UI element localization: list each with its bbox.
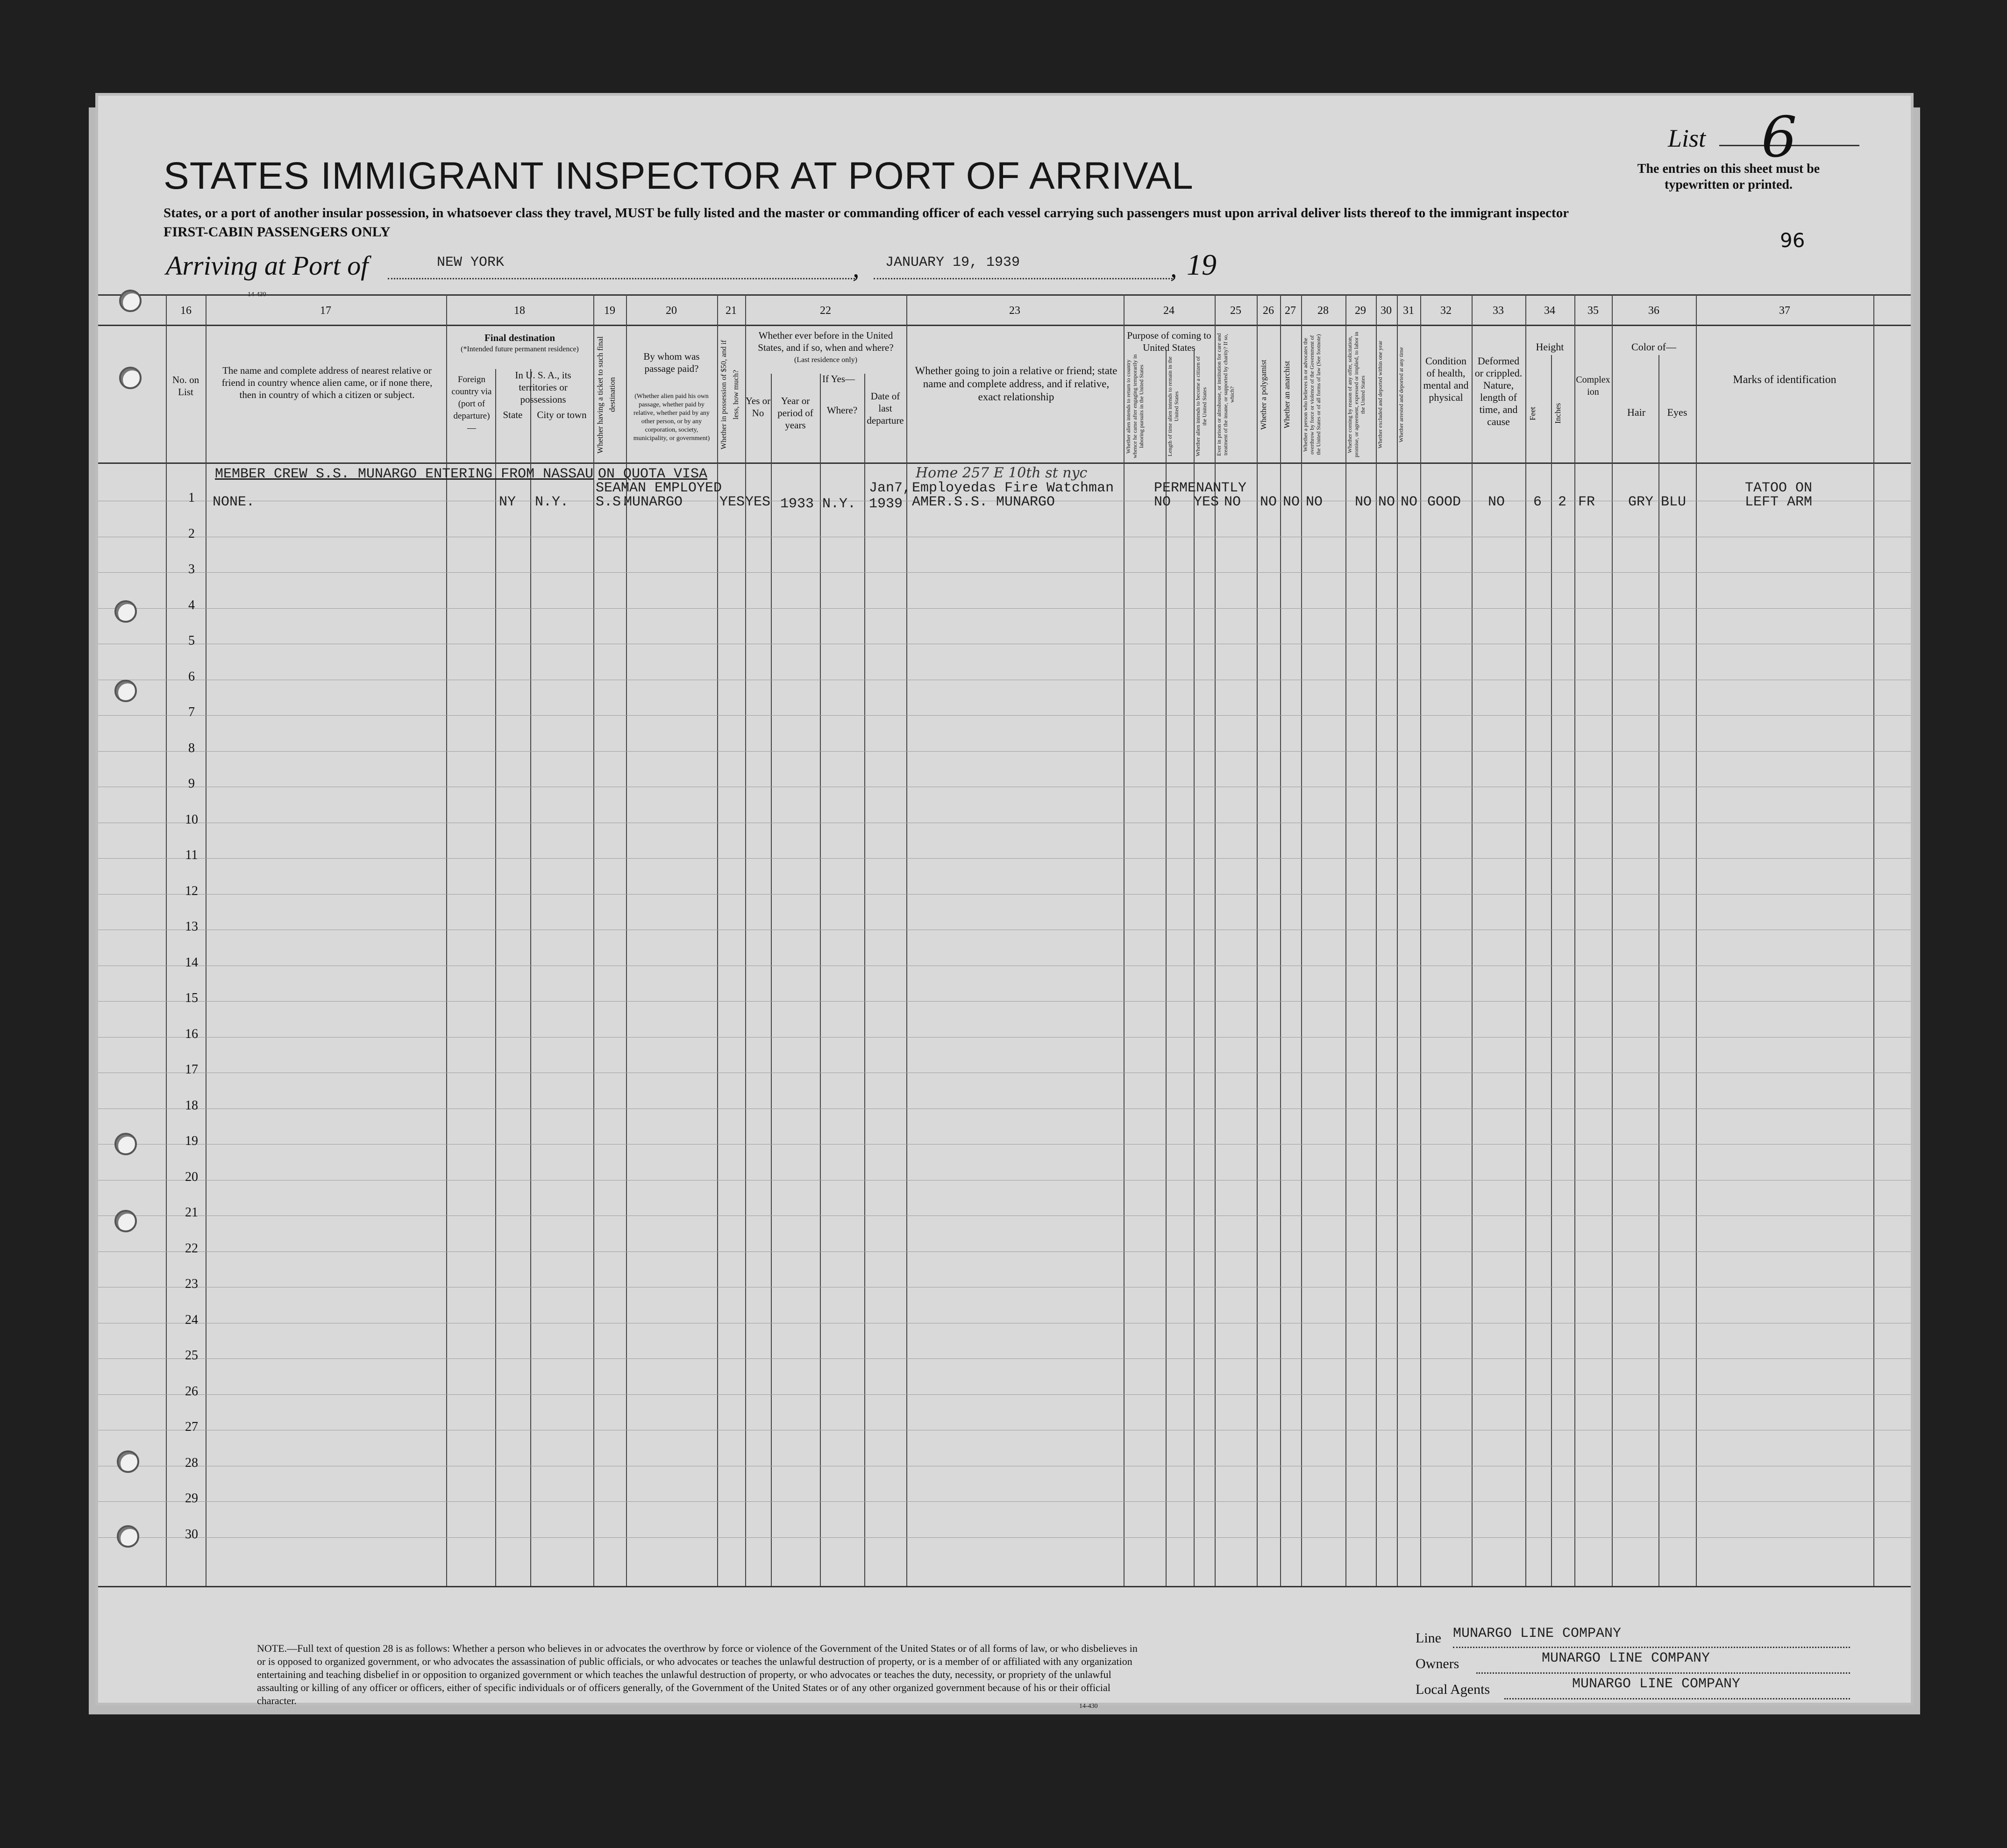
row-number: 26 <box>185 1384 198 1399</box>
header-state: State <box>503 409 523 420</box>
table-bottom-border <box>98 1586 1911 1587</box>
agents-underline <box>1504 1698 1850 1699</box>
entry-c31: NO <box>1401 494 1418 510</box>
entry-deformed: NO <box>1488 494 1505 510</box>
row-number: 20 <box>185 1169 198 1184</box>
header-in-usa: In U. S. A., its territories or possessions <box>515 370 571 405</box>
punch-hole <box>117 1450 139 1473</box>
arriving-label: Arriving at Port of <box>166 250 369 281</box>
entry-c27: NO <box>1283 494 1300 510</box>
entry-handwritten-address: Home 257 E 10th st nyc <box>916 465 1088 481</box>
header-bottom-border <box>98 462 1911 464</box>
comma: , <box>853 253 860 283</box>
row-number: 1 <box>188 490 195 505</box>
header-height: Height <box>1536 341 1564 353</box>
row-number: 7 <box>188 705 195 719</box>
column-number-border <box>98 325 1911 326</box>
col-number: 16 <box>180 305 192 317</box>
row-number: 27 <box>185 1420 198 1434</box>
table-row <box>98 751 1911 752</box>
col-number: 17 <box>320 305 331 317</box>
col-number: 20 <box>666 305 677 317</box>
manifest-sheet <box>98 96 1911 1710</box>
table-row <box>98 1501 1911 1502</box>
subtitle: States, or a port of another insular possession, in whatsoever class they travel, MUST be fully listed and the master or commanding officer of each vessel carrying such passengers must upon arrival deliver lists thereof to the immigrant inspector <box>164 206 1569 220</box>
entry-c30: NO <box>1378 494 1395 510</box>
table-row <box>98 608 1911 609</box>
entry-paid-by: MUNARGO <box>624 494 683 510</box>
row-number: 2 <box>188 526 195 541</box>
header-hair: Hair <box>1627 406 1646 418</box>
header-anarchist: Whether an anarchist <box>1282 361 1291 429</box>
col-divider <box>593 294 594 1586</box>
table-row <box>98 894 1911 895</box>
col-divider <box>1301 294 1302 1586</box>
entry-banner: MEMBER CREW S.S. MUNARGO ENTERING FROM NASSAU <box>215 466 594 482</box>
header-marks: Marks of identification <box>1733 374 1836 386</box>
entry-seaman: SEAMAN EMPLOYED <box>596 480 722 496</box>
header-deformed: Deformed or crippled. Nature, length of time, and cause <box>1474 355 1523 427</box>
entry-permanently: PERMENANTLY <box>1154 480 1247 496</box>
comma: , <box>1170 253 1177 283</box>
row-number: 6 <box>188 669 195 684</box>
header-no-on-list: No. on List <box>172 374 199 398</box>
col-divider <box>1420 294 1421 1586</box>
row-number: 12 <box>185 883 198 898</box>
entry-c25: NO <box>1224 494 1241 510</box>
entry-money: YES <box>719 494 745 510</box>
col-number: 28 <box>1317 305 1329 317</box>
col-number: 24 <box>1163 305 1174 317</box>
col-divider <box>1345 294 1346 1586</box>
entry-marks-2: LEFT ARM <box>1745 494 1813 510</box>
subtitle-first-cabin: FIRST-CABIN PASSENGERS ONLY <box>164 224 391 240</box>
header-arrested: Whether arrested and deported at any time <box>1398 347 1404 442</box>
col-divider <box>1376 294 1377 1586</box>
header-city: City or town <box>537 409 587 420</box>
col-divider <box>1873 294 1874 1586</box>
row-number: 4 <box>188 597 195 612</box>
col-divider <box>1397 294 1398 1586</box>
header-fifty-dollars: Whether in possession of $50, and if less, how much? <box>720 340 740 450</box>
header-final-destination-note: (*Intended future permanent residence) <box>461 345 579 353</box>
row-number: 9 <box>188 776 195 791</box>
page-title: STATES IMMIGRANT INSPECTOR AT PORT OF ARRIVAL <box>164 155 1194 197</box>
col-divider <box>1280 294 1281 1586</box>
header-last-residence: (Last residence only) <box>794 356 858 364</box>
row-number: 17 <box>185 1062 198 1077</box>
col-divider <box>1612 294 1613 1586</box>
punch-hole <box>114 680 137 702</box>
row-number: 29 <box>185 1491 198 1506</box>
header-join-relative: Whether going to join a relative or friend; state name and complete address, and if relative, exact relationship <box>915 365 1117 403</box>
col-divider <box>495 369 496 1586</box>
header-prison: Ever in prison or almshouse, or institution for care and treatment of the insane, or supported by charity? If so, which? <box>1216 333 1235 456</box>
table-row <box>98 1394 1911 1395</box>
header-final-destination: Final destination <box>484 332 555 343</box>
entry-feet: 6 <box>1533 494 1542 510</box>
year-prefix: 19 <box>1187 248 1217 281</box>
line-label: Line <box>1416 1630 1441 1646</box>
port-underline <box>388 278 855 279</box>
row-number: 13 <box>185 919 198 934</box>
list-label: List <box>1668 124 1706 152</box>
row-number: 24 <box>185 1312 198 1327</box>
date-underline <box>874 278 1173 279</box>
row-number: 22 <box>185 1241 198 1256</box>
entry-state: NY <box>499 494 516 510</box>
port-value: NEW YORK <box>437 255 505 270</box>
col-divider <box>1166 350 1167 1586</box>
table-row <box>98 715 1911 716</box>
entry-c29: NO <box>1355 494 1372 510</box>
row-number: 5 <box>188 633 195 648</box>
col-number: 18 <box>514 305 525 317</box>
col-divider <box>820 374 821 1586</box>
row-number: 15 <box>185 991 198 1005</box>
row-number: 14 <box>185 955 198 970</box>
col-divider <box>1658 355 1659 1586</box>
row-number: 11 <box>185 848 198 862</box>
col-number: 21 <box>726 305 737 317</box>
header-if-yes: If Yes— <box>822 373 855 384</box>
table-row <box>98 858 1911 859</box>
col-number: 27 <box>1285 305 1296 317</box>
col-number: 29 <box>1355 305 1366 317</box>
manifest-table <box>98 294 1911 1593</box>
entry-inches: 2 <box>1558 494 1567 510</box>
row-number: 28 <box>185 1455 198 1470</box>
form-code-top: 14-430 <box>248 291 266 298</box>
owners-underline <box>1476 1672 1850 1674</box>
punch-hole <box>119 367 142 389</box>
entry-date-last: Jan7, <box>869 480 911 496</box>
entry-ticket: S.S. <box>596 494 630 510</box>
col-divider <box>745 294 746 1586</box>
table-row <box>98 1037 1911 1038</box>
entry-join-1: Employedas Fire Watchman <box>912 480 1114 496</box>
header-color: Color of— <box>1631 341 1676 353</box>
col-number: 36 <box>1648 305 1659 317</box>
header-ticket: Whether having a ticket to such final destination <box>596 336 617 454</box>
entry-c26: NO <box>1260 494 1277 510</box>
row-number: 19 <box>185 1134 198 1148</box>
header-labor-offer: Whether coming by reason of any offer, solicitation, promise, or agreement, expressed or implied, to labor in the United States <box>1346 332 1366 458</box>
punch-hole <box>119 290 142 312</box>
header-passage-paid-note: (Whether alien paid his own passage, whether paid by relative, whether paid by any other person, or by any corporation, society, municipality, or government) <box>633 393 710 442</box>
footnote: NOTE.—Full text of question 28 is as follows: Whether a person who believes in or advocates the overthrow by force or violence of the Government of the United States or of all forms of law, or who disbelieves in or is opposed to organized government, or who advocates the assassination of public officials, or who advocates or teaches the unlawful destruction of property, or is a member of or affiliated with any organization entertaining and teaching disbelief in or opposition to organized government or which teaches the unlawful destruction of property, or who advocates or teaches the duty, necessity, or propriety of the unlawful assaulting or killing of any officer or officers, either of specific individuals or of officers generally, of the Government of the United States or of any other organized government because of his or their official character. <box>257 1642 1138 1706</box>
row-number: 18 <box>185 1098 198 1113</box>
punch-hole <box>114 1133 137 1155</box>
col-number: 30 <box>1381 305 1392 317</box>
header-date-departure: Date of last departure <box>867 391 904 426</box>
table-row <box>98 1251 1911 1252</box>
entry-join-2: AMER.S.S. MUNARGO <box>912 494 1055 510</box>
col-divider <box>446 294 447 1586</box>
agents-label: Local Agents <box>1416 1682 1490 1697</box>
entry-hair: GRY <box>1628 494 1654 510</box>
header-complexion: Complexion <box>1576 375 1610 397</box>
header-purpose-length: Length of time alien intends to remain in the United States <box>1167 356 1180 456</box>
punch-hole <box>114 1210 137 1232</box>
col-number: 19 <box>604 305 615 317</box>
col-divider <box>1257 294 1258 1586</box>
table-top-border <box>98 294 1911 296</box>
entry-purpose-c: YES <box>1194 494 1219 510</box>
header-where: Where? <box>826 405 858 416</box>
line-underline <box>1453 1647 1850 1648</box>
agents-value: MUNARGO LINE COMPANY <box>1572 1676 1741 1692</box>
col-divider <box>1525 294 1526 1586</box>
entries-note: The entries on this sheet must be typewritten or printed. <box>1637 162 1820 192</box>
date-value: JANUARY 19, 1939 <box>885 255 1020 270</box>
row-number: 3 <box>188 562 195 576</box>
header-inches: Inches <box>1553 403 1562 424</box>
punch-hole <box>114 600 137 623</box>
entry-marks-1: TATOO ON <box>1745 480 1813 496</box>
entry-complexion: FR <box>1578 494 1595 510</box>
col-number: 33 <box>1493 305 1504 317</box>
row-number: 10 <box>185 812 198 827</box>
col-number: 26 <box>1263 305 1274 317</box>
col-number: 32 <box>1440 305 1452 317</box>
entry-date-last-year: 1939 <box>869 496 903 512</box>
entry-c28: NO <box>1306 494 1323 510</box>
row-number: 30 <box>185 1527 198 1542</box>
col-number: 34 <box>1544 305 1555 317</box>
col-divider <box>166 294 167 1586</box>
header-excluded: Whether excluded and deported within one year <box>1377 341 1383 449</box>
col-number: 23 <box>1009 305 1020 317</box>
entry-before: YES <box>745 494 771 510</box>
entry-city: N.Y. <box>535 494 569 510</box>
header-purpose-return: Whether alien intends to return to country whence he came after engaging temporarily in laboring pursuits in the United States <box>1125 354 1145 459</box>
line-value: MUNARGO LINE COMPANY <box>1453 1626 1622 1642</box>
header-overthrow: Whether a person who believes in or advocates the overthrow by force or violence of the Government of the United States or of all forms of law (See footnote) <box>1302 334 1322 455</box>
col-number: 35 <box>1587 305 1599 317</box>
row-number: 8 <box>188 740 195 755</box>
table-row <box>98 1215 1911 1216</box>
row-number: 25 <box>185 1348 198 1363</box>
header-yes-no: Yes or No <box>745 395 771 419</box>
header-purpose: Purpose of coming to United States <box>1127 330 1211 353</box>
header-years: Year or period of years <box>777 395 813 431</box>
header-purpose-citizen: Whether alien intends to become a citizen of the United States <box>1195 356 1208 457</box>
col-number: 22 <box>820 305 831 317</box>
table-row <box>98 1537 1911 1538</box>
table-row <box>98 1358 1911 1359</box>
header-relative-address: The name and complete address of nearest relative or friend in country whence alien came, or if none there, then in country of which a citizen or subject. <box>221 365 433 400</box>
col-divider <box>1696 294 1697 1586</box>
owners-value: MUNARGO LINE COMPANY <box>1542 1650 1710 1666</box>
entry-relative: NONE. <box>213 494 255 510</box>
header-eyes: Eyes <box>1667 406 1687 418</box>
entry-purpose-a: NO <box>1154 494 1171 510</box>
header-ever-before: Whether ever before in the United States, and if so, when and where? <box>758 330 894 353</box>
col-number: 37 <box>1779 305 1790 317</box>
col-divider <box>1194 350 1195 1586</box>
col-number: 31 <box>1403 305 1414 317</box>
row-number: 21 <box>185 1205 198 1220</box>
form-code-bottom: 14-430 <box>1079 1703 1098 1710</box>
entry-year: 1933 <box>780 496 814 512</box>
row-number: 16 <box>185 1026 198 1041</box>
col-divider <box>530 369 531 1586</box>
col-divider <box>1551 355 1552 1586</box>
header-feet: Feet <box>1528 406 1537 420</box>
col-divider <box>1574 294 1575 1586</box>
entry-quota: ON QUOTA VISA <box>598 466 708 482</box>
col-divider <box>1472 294 1473 1586</box>
punch-hole <box>117 1525 139 1548</box>
row-number: 23 <box>185 1277 198 1291</box>
header-health: Condition of health, mental and physical <box>1423 355 1469 403</box>
list-number: 6 <box>1761 105 1797 170</box>
entry-eyes: BLU <box>1661 494 1687 510</box>
col-divider <box>771 374 772 1586</box>
header-passage-paid: By whom was passage paid? <box>643 351 700 374</box>
col-number: 25 <box>1230 305 1241 317</box>
header-polygamist: Whether a polygamist <box>1259 359 1268 430</box>
corner-number: 96 <box>1780 229 1805 252</box>
entry-where: N.Y. <box>822 496 856 512</box>
owners-label: Owners <box>1416 1656 1459 1671</box>
header-foreign-country: Foreign country via (port of departure)— <box>451 375 492 433</box>
entry-health: GOOD <box>1427 494 1461 510</box>
col-divider <box>864 374 865 1586</box>
table-row <box>98 1001 1911 1002</box>
table-row <box>98 572 1911 573</box>
